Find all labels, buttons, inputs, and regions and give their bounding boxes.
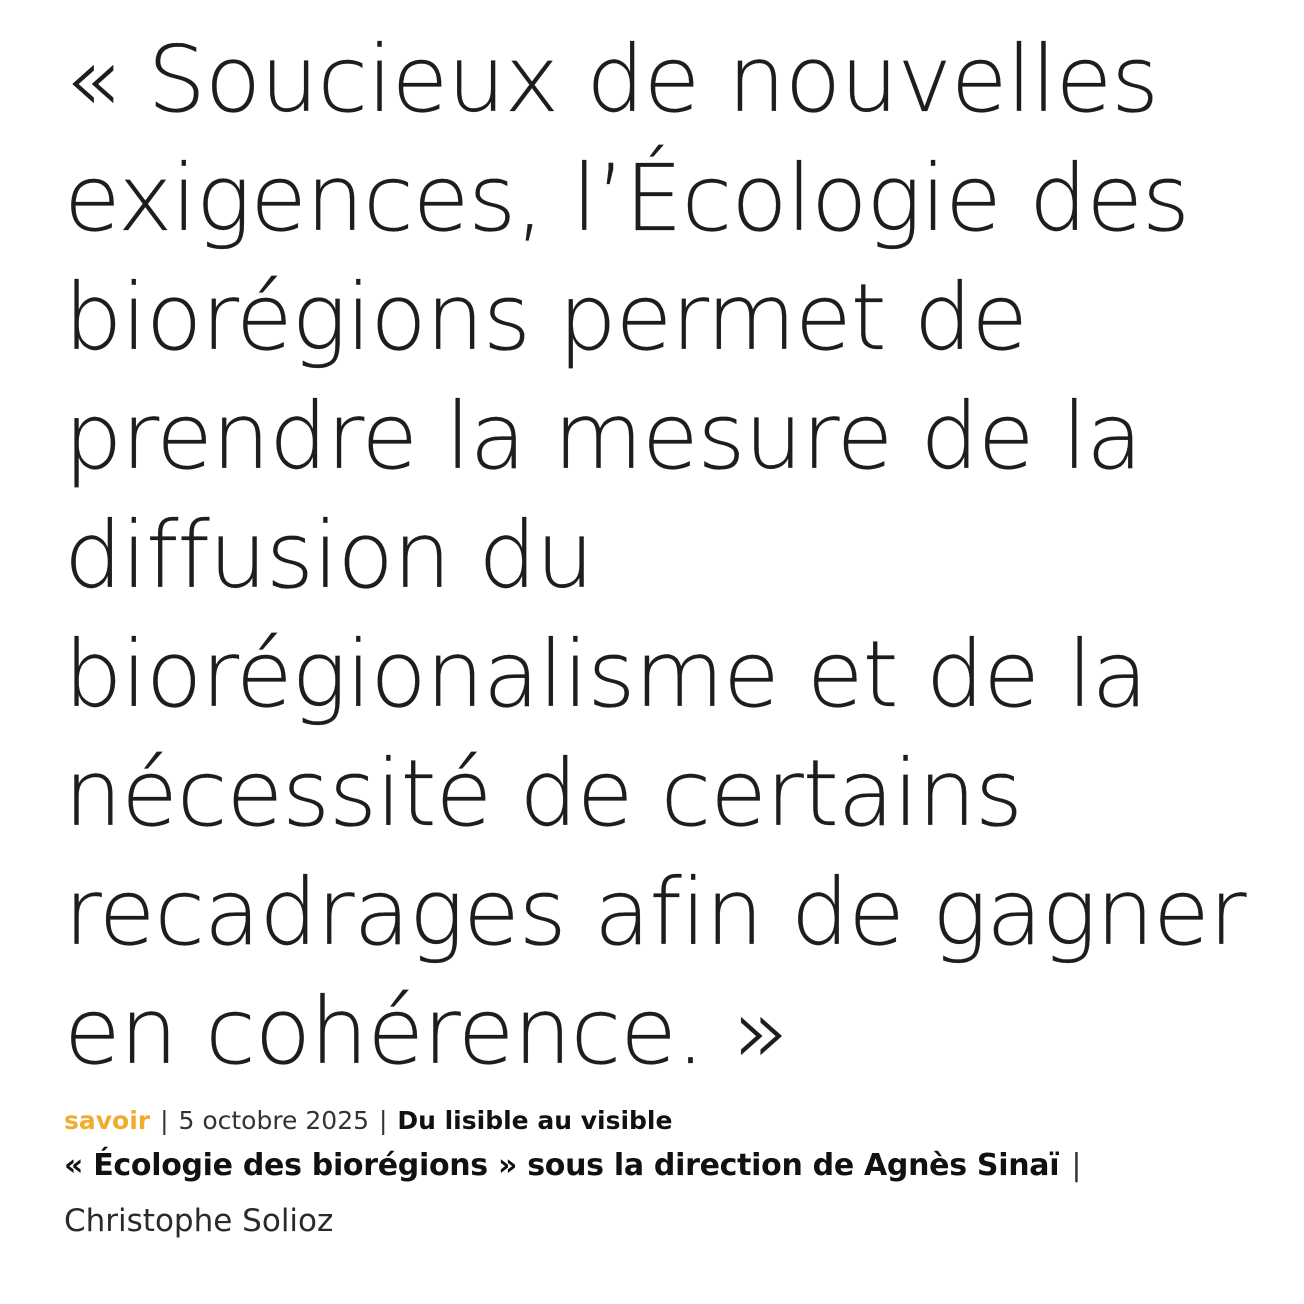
author-name[interactable]: Christophe Solioz [64, 1203, 334, 1239]
quote-line-6: biorégionalisme et de la [64, 621, 1148, 728]
quote-line-8: recadrages afin de gagner [64, 859, 1246, 966]
quote-line-3: biorégions permet de [64, 264, 1027, 371]
meta-separator-2: | [378, 1106, 388, 1135]
category-link[interactable]: savoir [64, 1106, 151, 1135]
meta-separator-1: | [160, 1106, 169, 1135]
series-link[interactable]: Du lisible au visible [397, 1106, 673, 1135]
article-meta [64, 1104, 672, 1138]
publish-date: 5 octobre 2025 [178, 1106, 370, 1135]
quote-line-4: prendre la mesure de la [64, 383, 1142, 490]
quote-line-2: exigences, l’Écologie des [64, 145, 1189, 252]
book-title-link[interactable]: « Écologie des biorégions » sous la direction de Agnès Sinaï [64, 1148, 1060, 1183]
quote-line-9: en cohérence. » [64, 978, 788, 1085]
quote-line-5: diffusion du [64, 502, 594, 609]
book-separator: | [1071, 1148, 1082, 1183]
quote-line-7: nécessité de certains [64, 740, 1022, 847]
book-reference [64, 1146, 1083, 1186]
quote-line-1: « Soucieux de nouvelles [64, 26, 1159, 133]
pull-quote [64, 20, 1294, 1091]
